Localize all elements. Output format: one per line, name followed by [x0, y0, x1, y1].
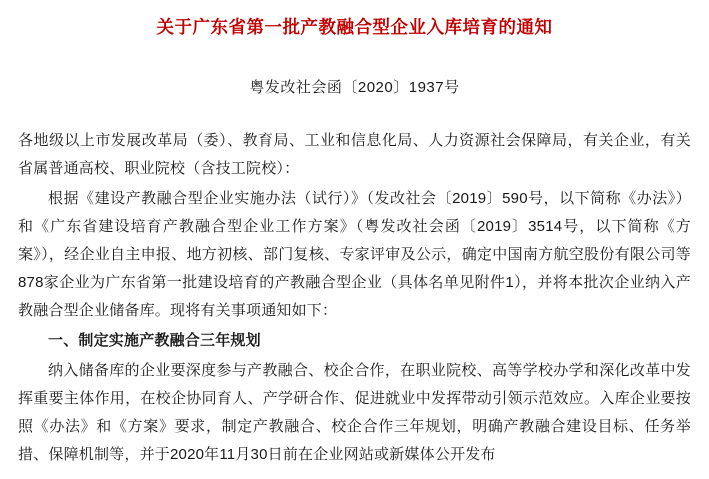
paragraph-introduction: 根据《建设产教融合型企业实施办法（试行）》（发改社会〔2019〕590号，以下简称《办法》）和《广东省建设培育产教融合型企业工作方案》（粤发改社会函〔2019〕3514号，以下简称《方案》），经企业自主申报、地方初核、部门复核、专家评审及公示，确定中国南方航空股份有限公司等878家企业为广东省第一批建设培育的产教融合型企业（具体名单见附件1），并将本批次企业纳入产教融合型企业储备库。现将有关事项通知如下：	[18, 190, 691, 320]
paragraph-section-one-body: 纳入储备库的企业要深度参与产教融合、校企合作，在职业院校、高等学校办学和深化改革中发挥重要主体作用，在校企协同育人、产学研合作、促进就业中发挥带动引领示范效应。入库企业要按照《办法》和《方案》要求，制定产教融合、校企合作三年规划，明确产教融合建设目标、任务举措、保障机制等，并于2020年11月30日前在企业网站或新媒体公开发布	[18, 362, 691, 464]
document-body	[18, 97, 691, 469]
section-heading-one: 一、制定实施产教融合三年规划	[48, 332, 261, 350]
paragraph-addressee: 各地级以上市发展改革局（委）、教育局、工业和信息化局、人力资源社会保障局，有关企业，有关省属普通高校、职业院校（含技工院校）：	[18, 132, 691, 178]
document-number: 粤发改社会函〔2020〕1937号	[249, 79, 460, 97]
document-title: 关于广东省第一批产教融合型企业入库培育的通知	[156, 17, 553, 37]
